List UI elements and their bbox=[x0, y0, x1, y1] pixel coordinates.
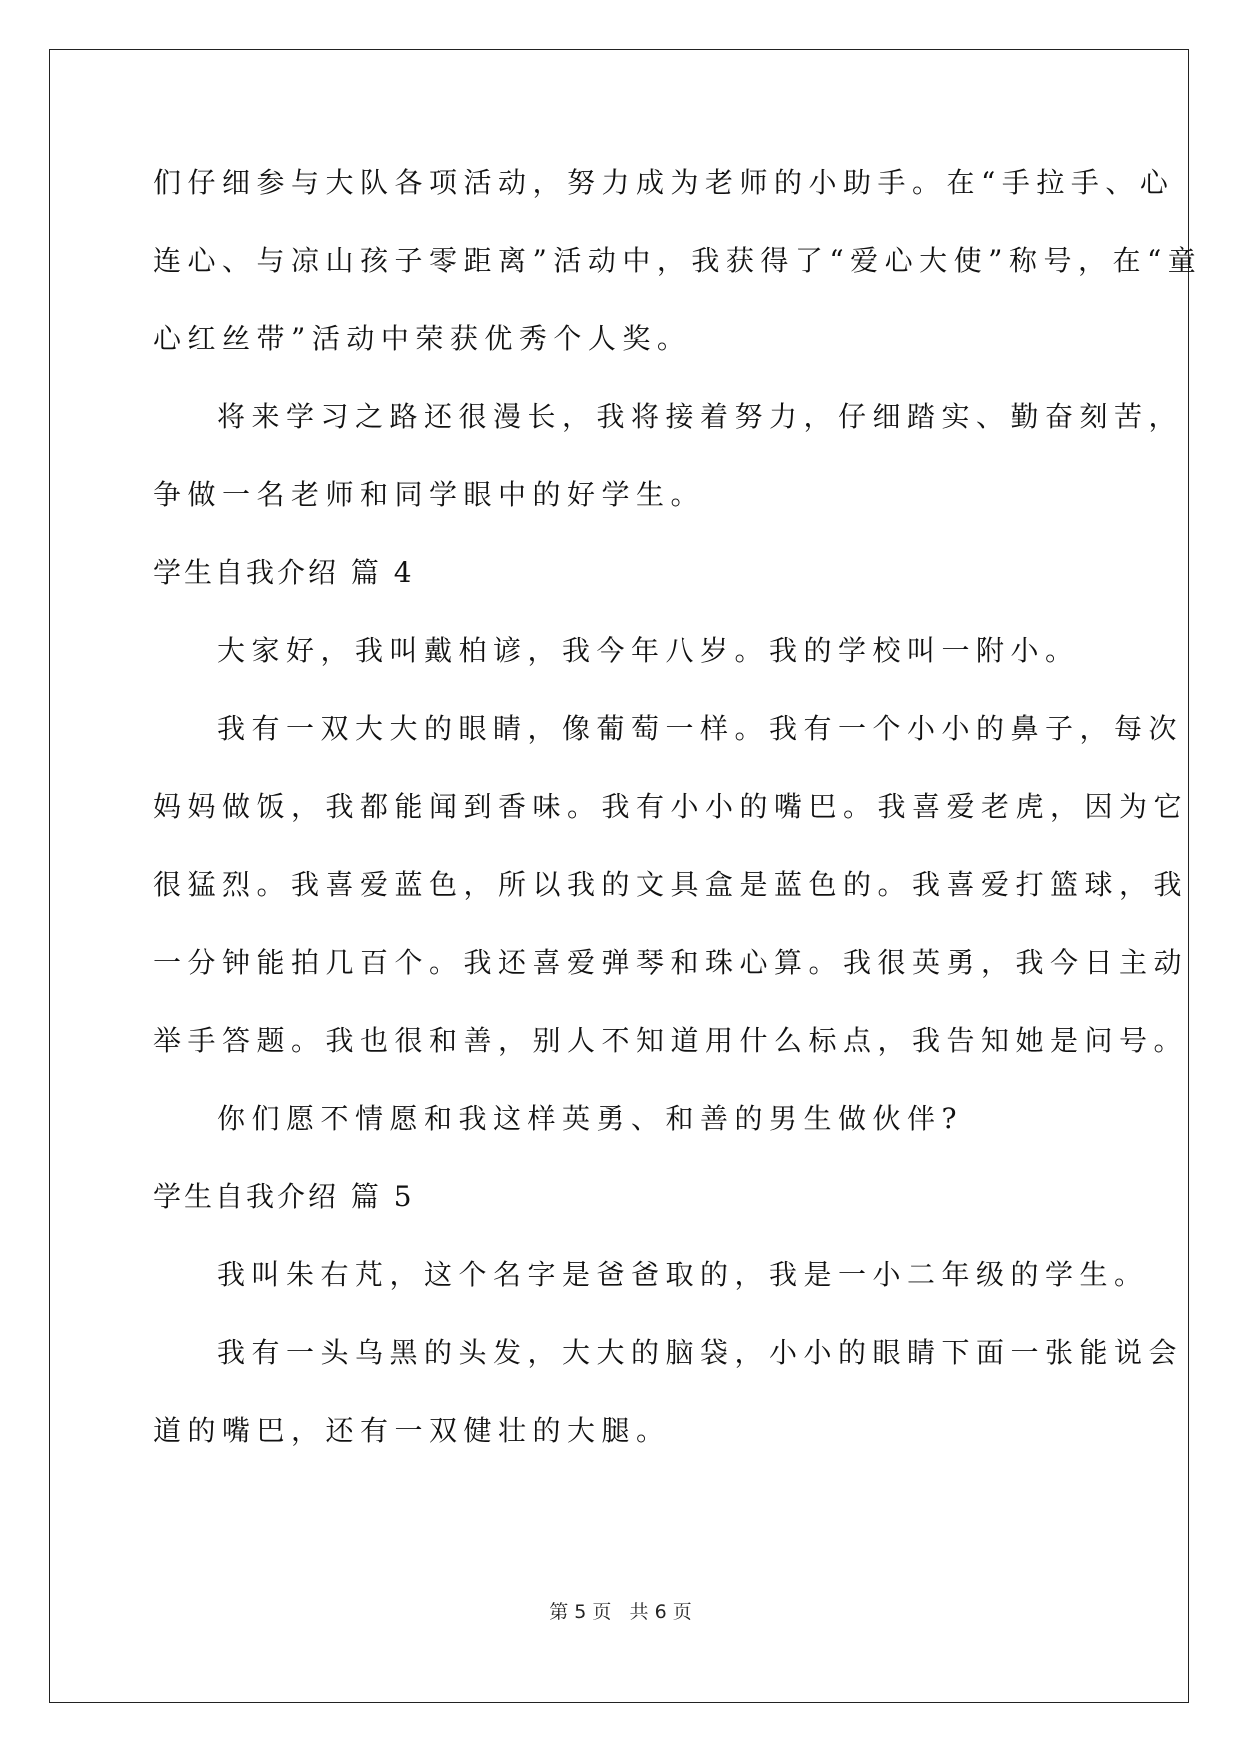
text-line: 们仔细参与大队各项活动，努力成为老师的小助手。在“手拉手、心 bbox=[153, 166, 1175, 199]
text-line: 道的嘴巴，还有一双健壮的大腿。 bbox=[153, 1414, 671, 1447]
text-line: 我叫朱右芃，这个名字是爸爸取的，我是一小二年级的学生。 bbox=[217, 1258, 1149, 1291]
text-line: 大家好，我叫戴柏谚，我今年八岁。我的学校叫一附小。 bbox=[217, 634, 1080, 667]
section-heading: 学生自我介绍 篇 4 bbox=[153, 556, 415, 589]
text-line: 我有一双大大的眼睛，像葡萄一样。我有一个小小的鼻子，每次 bbox=[217, 712, 1184, 745]
section-heading: 学生自我介绍 篇 5 bbox=[153, 1180, 415, 1213]
text-line: 心红丝带”活动中荣获优秀个人奖。 bbox=[153, 322, 692, 355]
page-number-footer: 第 5 页 共 6 页 bbox=[549, 1601, 692, 1623]
text-line: 很猛烈。我喜爱蓝色，所以我的文具盒是蓝色的。我喜爱打篮球，我 bbox=[153, 868, 1189, 901]
text-line: 举手答题。我也很和善，别人不知道用什么标点，我告知她是问号。 bbox=[153, 1024, 1189, 1057]
text-line: 我有一头乌黑的头发，大大的脑袋，小小的眼睛下面一张能说会 bbox=[217, 1336, 1184, 1369]
text-line: 将来学习之路还很漫长，我将接着努力，仔细踏实、勤奋刻苦， bbox=[217, 400, 1184, 433]
text-line: 连心、与凉山孩子零距离”活动中，我获得了“爱心大使”称号，在“童 bbox=[153, 244, 1203, 277]
text-line: 一分钟能拍几百个。我还喜爱弹琴和珠心算。我很英勇，我今日主动 bbox=[153, 946, 1189, 979]
text-line: 争做一名老师和同学眼中的好学生。 bbox=[153, 478, 706, 511]
text-line: 你们愿不情愿和我这样英勇、和善的男生做伙伴? bbox=[217, 1102, 964, 1135]
text-line: 妈妈做饭，我都能闻到香味。我有小小的嘴巴。我喜爱老虎，因为它 bbox=[153, 790, 1189, 823]
